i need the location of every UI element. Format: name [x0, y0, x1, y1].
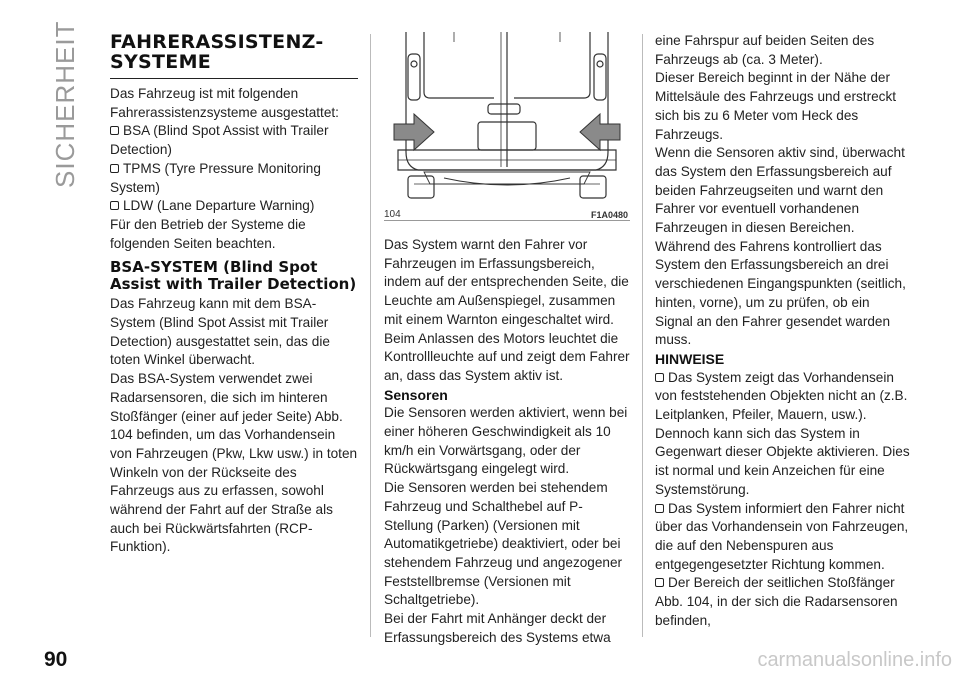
section-name: SICHERHEIT [50, 20, 80, 188]
van-rear-illustration [384, 32, 630, 202]
section-side-tab [50, 20, 80, 188]
list-item: Der Bereich der seitlichen Stoßfänger Abb. 104, in der sich die Radarsensoren befinden, [655, 575, 898, 628]
column-2 [384, 32, 630, 647]
list-item: TPMS (Tyre Pressure Monitoring System) [110, 160, 321, 195]
paragraph: Die Sensoren werden aktiviert, wenn bei einer höheren Geschwindigkeit als 10 km/h ein Vorwärtsgang, oder der Rückwärtsgang eingelegt wird. [384, 405, 628, 477]
paragraph: Das System warnt den Fahrer vor Fahrzeugen im Erfassungsbereich, indem auf der entsprechenden Seite, die Leuchte am Außenspiegel, zusammen mit einem Warnton eingeschaltet wird. Beim Anlassen des Motors leuchtet die Kontrollleuchte auf und zeigt dem Fahrer an, dass das System aktiv ist. [384, 237, 630, 383]
column-3 [655, 32, 910, 631]
outro-text: Für den Betrieb der Systeme die folgenden Seiten beachten. [110, 216, 306, 251]
column-divider [642, 34, 643, 637]
checkbox-bullet-icon [110, 201, 119, 210]
paragraph: Das Fahrzeug kann mit dem BSA-System (Blind Spot Assist mit Trailer Detection) ausgestattet sein, das die toten Winkel überwacht. [110, 296, 330, 368]
figure-code: F1A0480 [590, 210, 628, 220]
checkbox-bullet-icon [655, 578, 664, 587]
paragraph: eine Fahrspur auf beiden Seiten des Fahrzeugs ab (ca. 3 Meter). [655, 33, 875, 67]
paragraph: Das BSA-System verwendet zwei Radarsensoren, die sich im hinteren Stoßfänger (einer auf jeder Seite) Abb. 104 befinden, um das Vorhandensein von Fahrzeugen (Pkw, Lkw usw.) in toten Winkeln von der Rückseite des Fahrzeugs aus zu erfassen, sowohl während der Fahrt auf der Straße als auch bei Rückwärtsfahrten (RCP-Funktion). [110, 371, 358, 555]
paragraph: Dieser Bereich beginnt in der Nähe der Mittelsäule des Fahrzeugs und erstreckt sich bis zu 6 Meter vom Heck des Fahrzeugs. [655, 70, 897, 142]
list-item: Das System informiert den Fahrer nicht über das Vorhandensein von Fahrzeugen, die auf den Nebenspuren aus entgegengesetzter Richtung kommen. [655, 500, 909, 572]
paragraph: Während des Fahrens kontrolliert das System den Erfassungsbereich an drei verschiedenen Eingangspunkten (seitlich, hinten, vorne), um zu prüfen, ob ein Signal an den Fahrer gesendet warden muss. [655, 238, 906, 348]
sensor-arrow-right-icon [580, 114, 620, 150]
checkbox-bullet-icon [655, 504, 664, 513]
subheading: HINWEISE [655, 350, 725, 367]
subsection-title: BSA-SYSTEM (Blind Spot Assist with Trailer Detection) [110, 258, 357, 294]
sensor-arrow-left-icon [394, 114, 434, 150]
paragraph: Die Sensoren werden bei stehendem Fahrzeug und Schalthebel auf P-Stellung (Parken) (Versionen mit Automatikgetriebe) deaktiviert, oder bei stehendem Fahrzeug und angezogener Feststellbremse (Versionen mit Schaltgetriebe). [384, 480, 623, 608]
list-item: BSA (Blind Spot Assist with Trailer Detection) [110, 123, 329, 158]
list-item: Das System zeigt das Vorhandensein von feststehenden Objekten nicht an (z.B. Leitplanken, Pfeiler, Mauern, usw.). Dennoch kann sich das System in Gegenwart dieser Objekte aktivieren. Dies ist normal und kein Anzeichen für eine Systemstörung. [655, 369, 910, 497]
section-title: FAHRERASSISTENZ-SYSTEME [110, 32, 358, 79]
column-1 [110, 32, 358, 557]
intro-text: Das Fahrzeug ist mit folgenden Fahrerassistenzsysteme ausgestattet: [110, 86, 339, 120]
column-divider [370, 34, 371, 637]
checkbox-bullet-icon [110, 126, 119, 135]
figure-number: 104 [384, 209, 401, 220]
page-number: 90 [44, 648, 68, 671]
figure-divider [384, 220, 630, 221]
subheading: Sensoren [384, 386, 448, 403]
figure-104 [384, 32, 630, 222]
paragraph: Bei der Fahrt mit Anhänger deckt der Erfassungsbereich des Systems etwa [384, 611, 611, 645]
watermark: carmanualsonline.info [757, 649, 952, 671]
paragraph: Wenn die Sensoren aktiv sind, überwacht das System den Erfassungsbereich auf beiden Fahrzeugseiten und warnt den Fahrer vor eventuell vorhandenen Fahrzeugen in diesen Bereichen. [655, 145, 905, 236]
checkbox-bullet-icon [110, 164, 119, 173]
checkbox-bullet-icon [655, 373, 664, 382]
list-item: LDW (Lane Departure Warning) [110, 197, 358, 216]
